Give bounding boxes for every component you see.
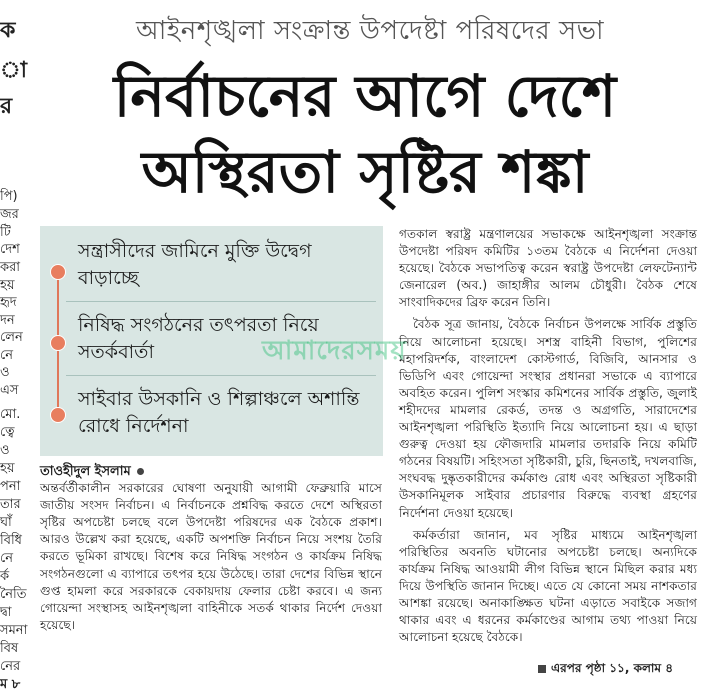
byline: তাওহীদুল ইসলাম — [40, 464, 131, 479]
left-fragment: জর — [0, 207, 19, 222]
left-fragment: নের — [0, 659, 21, 674]
article-body-right — [399, 226, 697, 651]
left-fragment: পনা — [0, 479, 21, 494]
left-fragment: তার — [0, 497, 21, 512]
left-fragment: মো. — [0, 407, 21, 422]
left-fragment: া — [0, 58, 27, 83]
left-fragment: নে — [0, 348, 14, 363]
body-paragraph: কর্মকর্তারা জানান, মব সৃষ্টির মাধ্যমে আইনশৃঙ্খলা পরিস্থিতির অবনতি ঘটানোর অপচেষ্টা চলছে। অন্যদিকে কার্যক্রম নিষিদ্ধ আওয়ামী লীগ বিভিন্ন স্থানে মিছিল করার মধ্য দিয়ে উপস্থিতি জানান দিচ্ছে। এতে যে কোনো সময় নাশকতার আশঙ্কা রয়েছে। অনাকাঙ্ক্ষিত ঘটনা এড়াতে সবাইকে সজাগ থাকার এবং এ ধরনের কর্মকাণ্ডের আগাম তথ্য পাওয়া নিয়ে আলোচনা হয়েছে বৈঠকে। — [399, 527, 697, 645]
left-fragment: পি) — [0, 189, 18, 204]
left-fragment: ও — [0, 365, 10, 380]
square-bullet-icon — [538, 665, 546, 673]
continuation-text: এরপর পৃষ্ঠা ১১, কলাম ৪ — [551, 661, 674, 675]
left-fragment: বিধি — [0, 533, 22, 548]
headline-line-2: অস্থিরতা সৃষ্টির শঙ্কা — [141, 138, 589, 206]
watermark: আমাদেরসময় — [262, 336, 407, 366]
left-fragment: নে — [0, 551, 14, 566]
left-fragment: লেন — [0, 330, 23, 345]
bullet-dot — [50, 407, 66, 423]
kicker: আইনশৃঙ্খলা সংক্রান্ত উপদেষ্টা পরিষদের সভা — [135, 16, 605, 46]
body-paragraph: গতকাল স্বরাষ্ট্র মন্ত্রণালয়ের সভাকক্ষে আইনশৃঙ্খলা সংক্রান্ত উপদেষ্টা পরিষদ কমিটির ১৩তম বৈঠকে এ নির্দেশনা দেওয়া হয়েছে। বৈঠকে সভাপতিত্ব করেন স্বরাষ্ট্র উপদেষ্টা লেফটেন্যান্ট জেনারেল (অব.) জাহাঙ্গীর আলম চৌধুরী। বৈঠক শেষে সাংবাদিকদের ব্রিফ করেন তিনি। — [399, 227, 697, 310]
article-body-left — [40, 463, 382, 634]
highlight-divider — [66, 375, 376, 376]
left-fragment: র — [0, 94, 13, 119]
left-fragment: দেশ — [0, 242, 20, 257]
left-fragment: ক — [0, 18, 16, 43]
adjacent-column-fragments — [0, 0, 28, 699]
left-fragment: দন — [0, 313, 15, 328]
headline — [50, 58, 680, 210]
left-fragment: বিষ — [0, 641, 19, 656]
left-fragment: ঘাঁ — [0, 515, 12, 530]
body-paragraph: বৈঠক সূত্র জানায়, বৈঠকে নির্বাচন উপলক্ষে সার্বিক প্রস্তুতি নিয়ে আলোচনা হয়েছে। সশস্ত্র বাহিনী বিভাগ, পুলিশের মহাপরিদর্শক, বাংলাদেশ কোস্টগার্ড, বিজিবি, আনসার ও ভিডিপি এবং গোয়েন্দা সংস্থার প্রধানরা সভাকে এ ব্যাপারে অবহিত করেন। পুলিশ সংস্কার কমিশনের সার্বিক প্রস্তুতি, জুলাই শহীদদের মামলার রেকর্ড, তদন্ত ও অগ্রগতি, সারাদেশের আইনশৃঙ্খলা পরিস্থিতি ইত্যাদি নিয়ে আলোচনা হয়। এ ছাড়া গুরুত্ব দেওয়া হয় ফৌজদারি মামলার তদারকি নিয়ে কমিটি গঠনের বিষয়টি। সহিংসতা সৃষ্টিকারী, চুরি, ছিনতাই, দখলবাজি, সংঘবদ্ধ দুষ্কৃতকারীদের কর্মকাণ্ড রোধ এবং অস্থিরতা সৃষ্টিকারী উসকানিমূলক সাইবার প্রচারণার বিরুদ্ধে ব্যবস্থা গ্রহণের নির্দেশনা দেওয়া হয়েছে। — [399, 317, 697, 520]
highlight-item: সাইবার উসকানি ও শিল্পাঞ্চলে অশান্তি রোধে নির্দেশনা — [78, 388, 360, 437]
bullet-dot — [50, 335, 66, 351]
headline-line-1: নির্বাচনের আগে দেশে — [113, 62, 617, 130]
left-fragment: র্ক — [0, 569, 10, 584]
left-fragment: ও — [0, 443, 10, 458]
left-fragment: সমনা — [0, 623, 28, 638]
highlight-divider — [66, 301, 376, 302]
left-fragment: এস — [0, 383, 19, 398]
highlight-item: নিষিদ্ধ সংগঠনের তৎপরতা নিয়ে সতর্কবার্তা — [78, 314, 319, 363]
byline-row — [40, 463, 382, 480]
left-fragment: নৈতি — [0, 587, 27, 602]
left-fragment: হয় — [0, 461, 15, 476]
bullet-dot — [50, 264, 66, 280]
left-fragment: হয় — [0, 278, 15, 293]
left-fragment: ম ৮ — [0, 677, 21, 692]
highlight-item: সন্ত্রাসীদের জামিনে মুক্তি উদ্বেগ বাড়াচ্ছে — [78, 240, 312, 289]
intro-paragraph: অন্তর্বর্তীকালীন সরকারের ঘোষণা অনুযায়ী আগামী ফেব্রুয়ারি মাসে জাতীয় সংসদ নির্বাচন। এ নির্বাচনকে প্রশ্নবিদ্ধ করতে দেশে অস্থিরতা সৃষ্টির অপচেষ্টা চলছে বলে উপদেষ্টা পরিষদের এক বৈঠকে প্রকাশ। আরও উল্লেখ করা হয়েছে, একটি অপশক্তি নির্বাচন নিয়ে সংশয় তৈরি করতে ভূমিকা রাখছে। বিশেষ করে নিষিদ্ধ সংগঠন ও কার্যক্রম নিষিদ্ধ সংগঠনগুলো এ ব্যাপারে তৎপর হয়ে উঠেছে। তারা দেশের বিভিন্ন স্থানে গুপ্ত হামলা করে সরকারকে বেকায়দায় ফেলার চেষ্টা করবে। এ জন্য গোয়েন্দা সংস্থাসহ আইনশৃঙ্খলা বাহিনীকে সতর্ক থাকার নির্দেশ দেওয়া হয়েছে। — [40, 481, 382, 632]
left-fragment: ত্বে — [0, 425, 15, 440]
bullet-icon — [137, 468, 144, 475]
left-fragment: দ্বা — [0, 605, 12, 620]
left-fragment: টি — [0, 225, 11, 240]
continuation-note — [538, 660, 673, 680]
left-fragment: হৃদ — [0, 295, 17, 310]
left-fragment: করা — [0, 260, 21, 275]
